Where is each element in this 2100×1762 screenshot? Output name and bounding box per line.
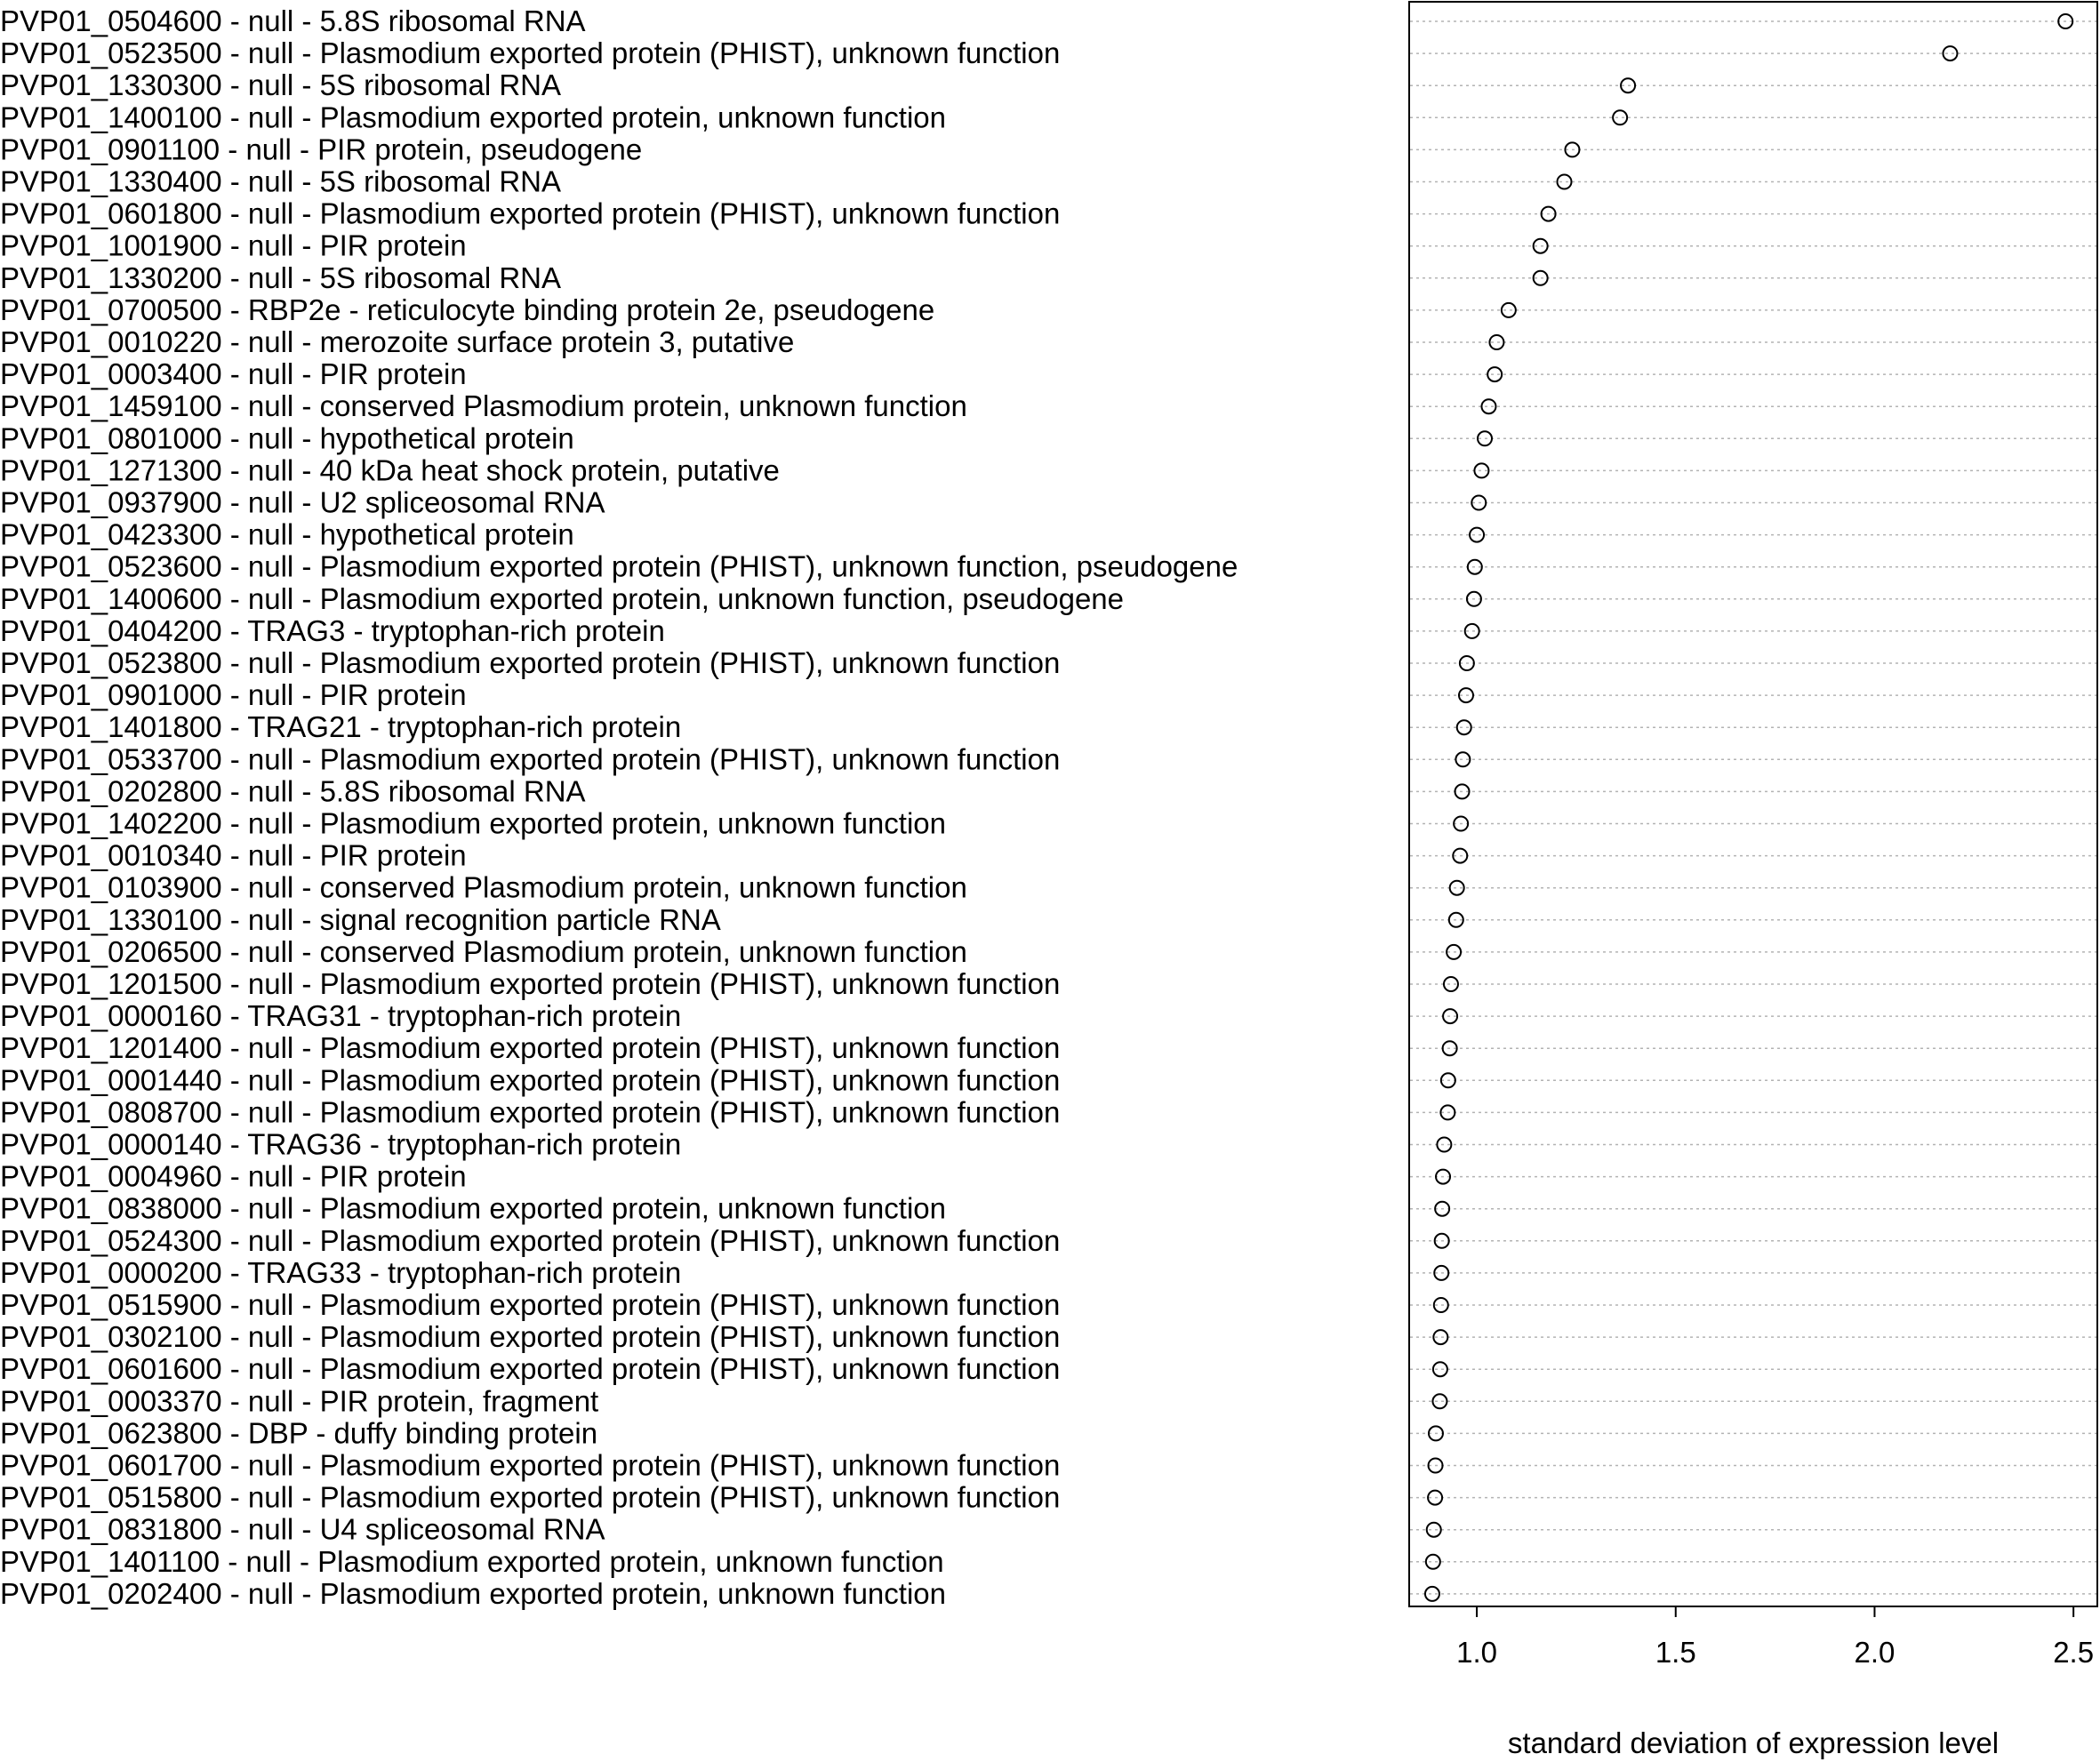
x-tick-label: 1.5 [1655, 1636, 1696, 1669]
row-label: PVP01_0000200 - TRAG33 - tryptophan-rich protein [0, 1255, 682, 1289]
row-label: PVP01_0937900 - null - U2 spliceosomal RNA [0, 485, 605, 519]
row-label: PVP01_0202400 - null - Plasmodium exported protein, unknown function [0, 1576, 946, 1610]
row-label: PVP01_0831800 - null - U4 spliceosomal RNA [0, 1512, 605, 1546]
row-label: PVP01_0523600 - null - Plasmodium exported protein (PHIST), unknown function, pseudogene [0, 549, 1238, 583]
row-label: PVP01_0801000 - null - hypothetical protein [0, 421, 574, 455]
grid-lines [1410, 21, 2096, 1594]
row-label: PVP01_0523500 - null - Plasmodium exported protein (PHIST), unknown function [0, 36, 1061, 70]
row-label: PVP01_1330300 - null - 5S ribosomal RNA [0, 68, 562, 102]
row-label: PVP01_0000140 - TRAG36 - tryptophan-rich protein [0, 1127, 682, 1161]
x-axis [1456, 1606, 2094, 1669]
row-label: PVP01_1201400 - null - Plasmodium exported protein (PHIST), unknown function [0, 1031, 1061, 1065]
row-label: PVP01_0601800 - null - Plasmodium exported protein (PHIST), unknown function [0, 196, 1061, 230]
data-point [1481, 399, 1495, 413]
row-label: PVP01_1330100 - null - signal recognition particle RNA [0, 902, 721, 936]
row-label: PVP01_1330400 - null - 5S ribosomal RNA [0, 164, 562, 198]
row-label: PVP01_1402200 - null - Plasmodium exported protein, unknown function [0, 806, 946, 840]
data-point [1557, 175, 1571, 189]
row-labels [0, 4, 1238, 1610]
row-label: PVP01_0901000 - null - PIR protein [0, 678, 467, 712]
row-label: PVP01_1330200 - null - 5S ribosomal RNA [0, 260, 562, 294]
data-point [1432, 1394, 1447, 1408]
row-label: PVP01_0423300 - null - hypothetical protein [0, 517, 574, 551]
row-label: PVP01_1271300 - null - 40 kDa heat shock protein, putative [0, 453, 780, 487]
data-point [1457, 720, 1471, 734]
data-point [1470, 528, 1484, 542]
row-label: PVP01_0003400 - null - PIR protein [0, 357, 467, 391]
row-label: PVP01_0202800 - null - 5.8S ribosomal RNA [0, 774, 586, 808]
row-label: PVP01_0515800 - null - Plasmodium exported protein (PHIST), unknown function [0, 1480, 1061, 1514]
row-label: PVP01_0601700 - null - Plasmodium exported protein (PHIST), unknown function [0, 1448, 1061, 1482]
row-label: PVP01_0523800 - null - Plasmodium exported protein (PHIST), unknown function [0, 646, 1061, 679]
row-label: PVP01_1001900 - null - PIR protein [0, 228, 467, 262]
row-label: PVP01_0001440 - null - Plasmodium exported protein (PHIST), unknown function [0, 1063, 1061, 1097]
x-tick-label: 2.5 [2053, 1636, 2095, 1669]
row-label: PVP01_0103900 - null - conserved Plasmodium protein, unknown function [0, 870, 967, 904]
row-label: PVP01_0533700 - null - Plasmodium exported protein (PHIST), unknown function [0, 742, 1061, 776]
row-label: PVP01_1400600 - null - Plasmodium exported protein, unknown function, pseudogene [0, 581, 1125, 615]
row-label: PVP01_0302100 - null - Plasmodium exported protein (PHIST), unknown function [0, 1320, 1061, 1354]
row-label: PVP01_0524300 - null - Plasmodium exported protein (PHIST), unknown function [0, 1223, 1061, 1257]
x-axis-label: standard deviation of expression level [1507, 1726, 2000, 1759]
row-label: PVP01_0000160 - TRAG31 - tryptophan-rich protein [0, 999, 682, 1033]
row-label: PVP01_0601600 - null - Plasmodium exported protein (PHIST), unknown function [0, 1352, 1061, 1386]
x-tick-label: 2.0 [1854, 1636, 1896, 1669]
row-label: PVP01_0515900 - null - Plasmodium exported protein (PHIST), unknown function [0, 1288, 1061, 1321]
row-label: PVP01_0004960 - null - PIR protein [0, 1159, 467, 1193]
x-tick-label: 1.0 [1456, 1636, 1497, 1669]
row-label: PVP01_1401800 - TRAG21 - tryptophan-rich protein [0, 710, 682, 744]
row-label: PVP01_0404200 - TRAG3 - tryptophan-rich protein [0, 613, 665, 647]
row-label: PVP01_1400100 - null - Plasmodium exported protein, unknown function [0, 100, 946, 134]
row-label: PVP01_1459100 - null - conserved Plasmodium protein, unknown function [0, 389, 967, 423]
row-label: PVP01_1201500 - null - Plasmodium exported protein (PHIST), unknown function [0, 967, 1061, 1000]
data-point [1943, 46, 1957, 60]
row-label: PVP01_0206500 - null - conserved Plasmodium protein, unknown function [0, 934, 967, 968]
row-label: PVP01_0623800 - DBP - duffy binding protein [0, 1416, 598, 1450]
row-label: PVP01_0700500 - RBP2e - reticulocyte binding protein 2e, pseudogene [0, 292, 935, 326]
row-label: PVP01_0808700 - null - Plasmodium exported protein (PHIST), unknown function [0, 1095, 1061, 1129]
data-point [1613, 110, 1627, 124]
row-label: PVP01_0901100 - null - PIR protein, pseudogene [0, 132, 643, 166]
data-point [1426, 1555, 1440, 1569]
row-label: PVP01_0003370 - null - PIR protein, fragment [0, 1384, 599, 1418]
row-label: PVP01_0838000 - null - Plasmodium exported protein, unknown function [0, 1191, 946, 1225]
plot-frame [1409, 2, 2097, 1606]
row-label: PVP01_0010340 - null - PIR protein [0, 838, 467, 872]
row-label: PVP01_1401100 - null - Plasmodium exported protein, unknown function [0, 1544, 944, 1578]
row-label: PVP01_0504600 - null - 5.8S ribosomal RNA [0, 4, 586, 37]
row-label: PVP01_0010220 - null - merozoite surface protein 3, putative [0, 325, 795, 358]
data-points [1425, 14, 2072, 1601]
